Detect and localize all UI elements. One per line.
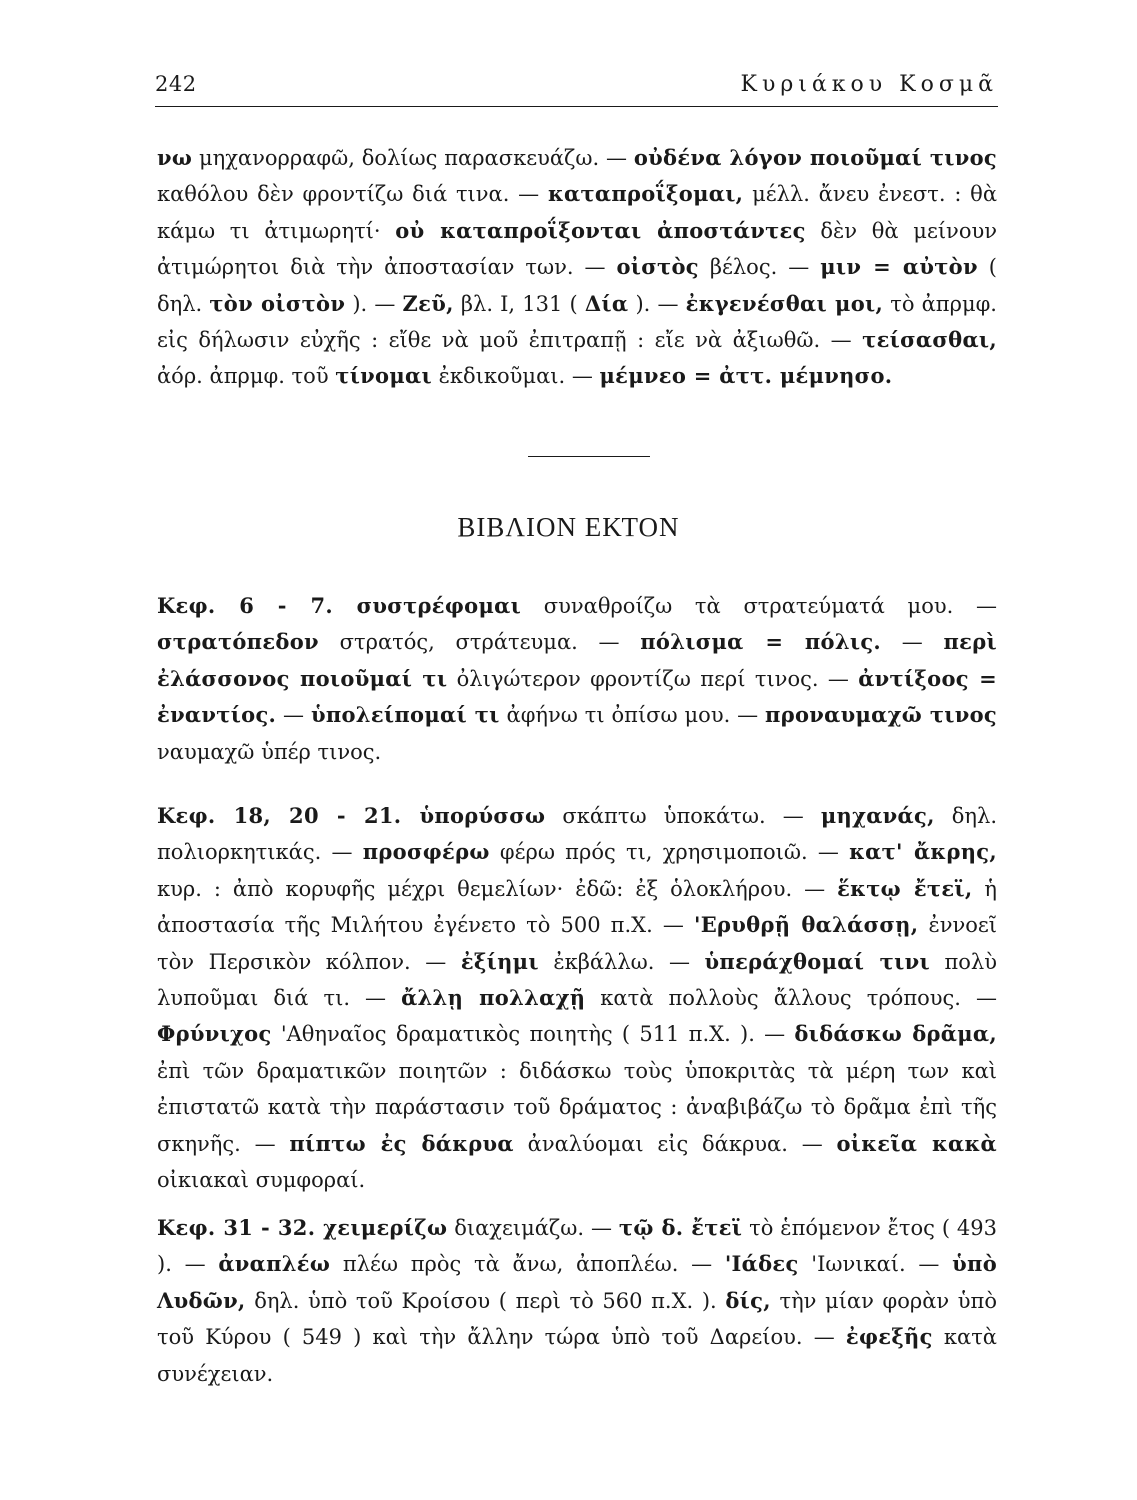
headword: ἐκγενέσθαι μοι, [685,290,884,316]
headword: 'Ερυθρῇ θαλάσσῃ, [694,912,919,938]
gloss-text: καθόλου δὲν φροντίζω διά τινα. — [157,182,548,207]
headword: Ζεῦ, [402,290,454,316]
gloss-text: ἡ ἀποστασία τῆς Μιλήτου ἐγένετο τὸ 500 π.Χ. — [157,876,997,938]
headword: Κεφ. 31 - 32. χειμερίζω [157,1215,448,1240]
gloss-text: ναυμαχῶ ὑπέρ τινος. [157,739,382,764]
gloss-text: συναθροίζω τὰ στρατεύματά μου. — [521,594,998,618]
gloss-text: — [276,703,311,728]
gloss-text: κατὰ συνέχειαν. [157,1325,997,1386]
page-number: 242 [155,72,197,96]
gloss-text: μέλλ. ἄνευ ἐνεστ. : θὰ κάμω τι ἀτιμωρητί· [157,182,997,243]
gloss-text: βέλος. — [698,255,821,280]
paragraph-chapter-31-32 [157,1210,997,1392]
headword: τῷ δ. ἔτεϊ [618,1215,743,1240]
headword: ἀντίξοος = ἐναντίος. [157,665,998,728]
gloss-text: τὸ ἑπόμενον ἔτος ( 493 ). — [157,1216,997,1277]
headword: οἰστὸς [616,254,699,280]
gloss-text: ἐπὶ τῶν δραματικῶν ποιητῶν : διδάσκω τοὺς ὑποκριτὰς τὰ μέρη των καὶ ἐπιστατῶ κατὰ τὴν παράστασιν τοῦ δράματος : ἀναβιβάζω τὸ δρᾶμα ἐπὶ τῆς σκηνῆς. — [157,1058,997,1156]
gloss-text: ἐννοεῖ τὸν Περσικὸν κόλπον. — [157,913,998,974]
gloss-text: βλ. Ι, 131 ( [453,291,585,316]
headword: στρατόπεδον [157,629,319,655]
headword: ἐξίημι [460,948,539,974]
header-rule [155,106,998,107]
headword: 'Ιάδες [724,1251,799,1277]
headword: διδάσκω δρᾶμα, [794,1021,997,1047]
gloss-text: ἀόρ. ἀπρμφ. τοῦ [157,364,336,389]
gloss-text: τὸ ἀπρμφ. εἰς δήλωσιν εὐχῆς : εἴθε νὰ μοῦ ἐπιτραπῇ : εἴε νὰ ἀξιωθῶ. — [157,291,997,353]
gloss-text: πολὺ λυποῦμαι διά τι. — [157,949,997,1011]
gloss-text: διαχειμάζω. — [447,1216,619,1240]
gloss-text: ἐκδικοῦμαι. — [431,364,600,389]
headword: προναυμαχῶ τινος [765,702,997,728]
running-head: Κυριάκου Κοσμᾶ [740,72,998,97]
headword: μιν = αὐτὸν [820,254,978,280]
paragraph-chapter-18-21 [157,798,997,1198]
gloss-text: οἰκιακαὶ συμφοραί. [157,1168,366,1193]
headword: ἀναπλέω [218,1251,331,1277]
headword: νω [157,145,193,170]
headword: ἐφεξῆς [845,1324,933,1350]
gloss-text: ἐκβάλλω. — [538,949,705,974]
headword: Κεφ. 18, 20 - 21. ὑπορύσσω [157,803,546,828]
gloss-text: τὴν μίαν φορὰν ὑπὸ τοῦ Κύρου ( 549 ) καὶ τὴν ἄλλην τώρα ὑπὸ τοῦ Δαρείου. — [157,1288,997,1350]
gloss-text: δηλ. πολιορκητικάς. — [157,804,998,865]
headword: Κεφ. 6 - 7. συστρέφομαι [157,593,522,618]
headword: κατ' ἄκρης, [849,839,997,865]
gloss-text: δηλ. ὑπὸ τοῦ Κροίσου ( περὶ τὸ 560 π.Χ. ). [245,1288,726,1313]
gloss-text: — [881,630,944,655]
gloss-text: 'Αθηναῖος δραματικὸς ποιητὴς ( 511 π.Χ. ). — [271,1022,795,1047]
gloss-text: κατὰ πολλοὺς ἄλλους τρόπους. — [585,986,997,1011]
headword: τίνομαι [335,363,432,389]
headword: πόλισμα = πόλις. [640,629,882,655]
headword: πίπτω ἐς δάκρυα [289,1130,514,1156]
gloss-text: φέρω πρός τι, χρησιμοποιῶ. — [489,840,850,865]
book-title: ΒΙΒΛΙΟΝ ΕΚΤΟΝ [457,512,680,542]
gloss-text: ). — [345,291,403,316]
headword: προσφέρω [362,839,490,865]
section-separator [528,456,650,457]
gloss-text: ὀλιγώτερον φροντίζω περί τινος. — [447,666,859,691]
gloss-text: μηχανορραφῶ, δολίως παρασκευάζω. — [192,146,634,170]
headword: μέμνεο = ἀττ. μέμνησο. [599,363,893,389]
headword: μηχανάς, [820,803,935,828]
gloss-text: κυρ. : ἀπὸ κορυφῆς μέχρι θεμελίων· ἐδῶ: ἐξ ὁλοκλήρου. — [157,876,838,901]
headword: ἄλλῃ πολλαχῇ [401,985,586,1011]
gloss-text: ἀφήνω τι ὀπίσω μου. — [499,703,766,728]
headword: Δία [584,290,629,316]
headword: οἰκεῖα κακὰ [836,1130,997,1156]
gloss-text: σκάπτω ὑποκάτω. — [545,804,821,828]
headword: ἕκτῳ ἔτεϊ, [837,875,973,901]
gloss-text: ἀναλύομαι εἰς δάκρυα. — [513,1131,837,1156]
headword: τείσασθαι, [862,327,997,353]
headword: καταπροΐξομαι, [547,181,744,207]
headword: Φρύνιχος [157,1021,272,1047]
headword: οὐδένα λόγον ποιοῦμαί τινος [633,145,997,170]
headword: δίς, [725,1287,771,1313]
headword: οὐ καταπροΐξονται ἀποστάντες [395,217,806,243]
headword: τὸν οἰστὸν [209,290,346,316]
headword: περὶ ἐλάσσονος ποιοῦμαί τι [157,629,997,691]
gloss-text: πλέω πρὸς τὰ ἄνω, ἀποπλέω. — [330,1252,725,1277]
gloss-text: ( δηλ. [157,255,998,316]
gloss-text: δὲν θὰ μείνουν ἀτιμώρητοι διὰ τὴν ἀποστασίαν των. — [157,218,998,280]
page-header [155,72,998,104]
headword: ὑπὸ Λυδῶν, [157,1251,998,1313]
headword: ὑπολείπομαί τι [310,702,500,728]
paragraph-glossary-1 [157,140,997,395]
headword: ὑπεράχθομαί τινι [704,948,930,974]
gloss-text: στρατός, στράτευμα. — [318,630,641,655]
gloss-text: 'Ιωνικαί. — [798,1252,953,1277]
paragraph-chapter-6-7 [157,588,997,770]
gloss-text: ). — [628,291,686,316]
